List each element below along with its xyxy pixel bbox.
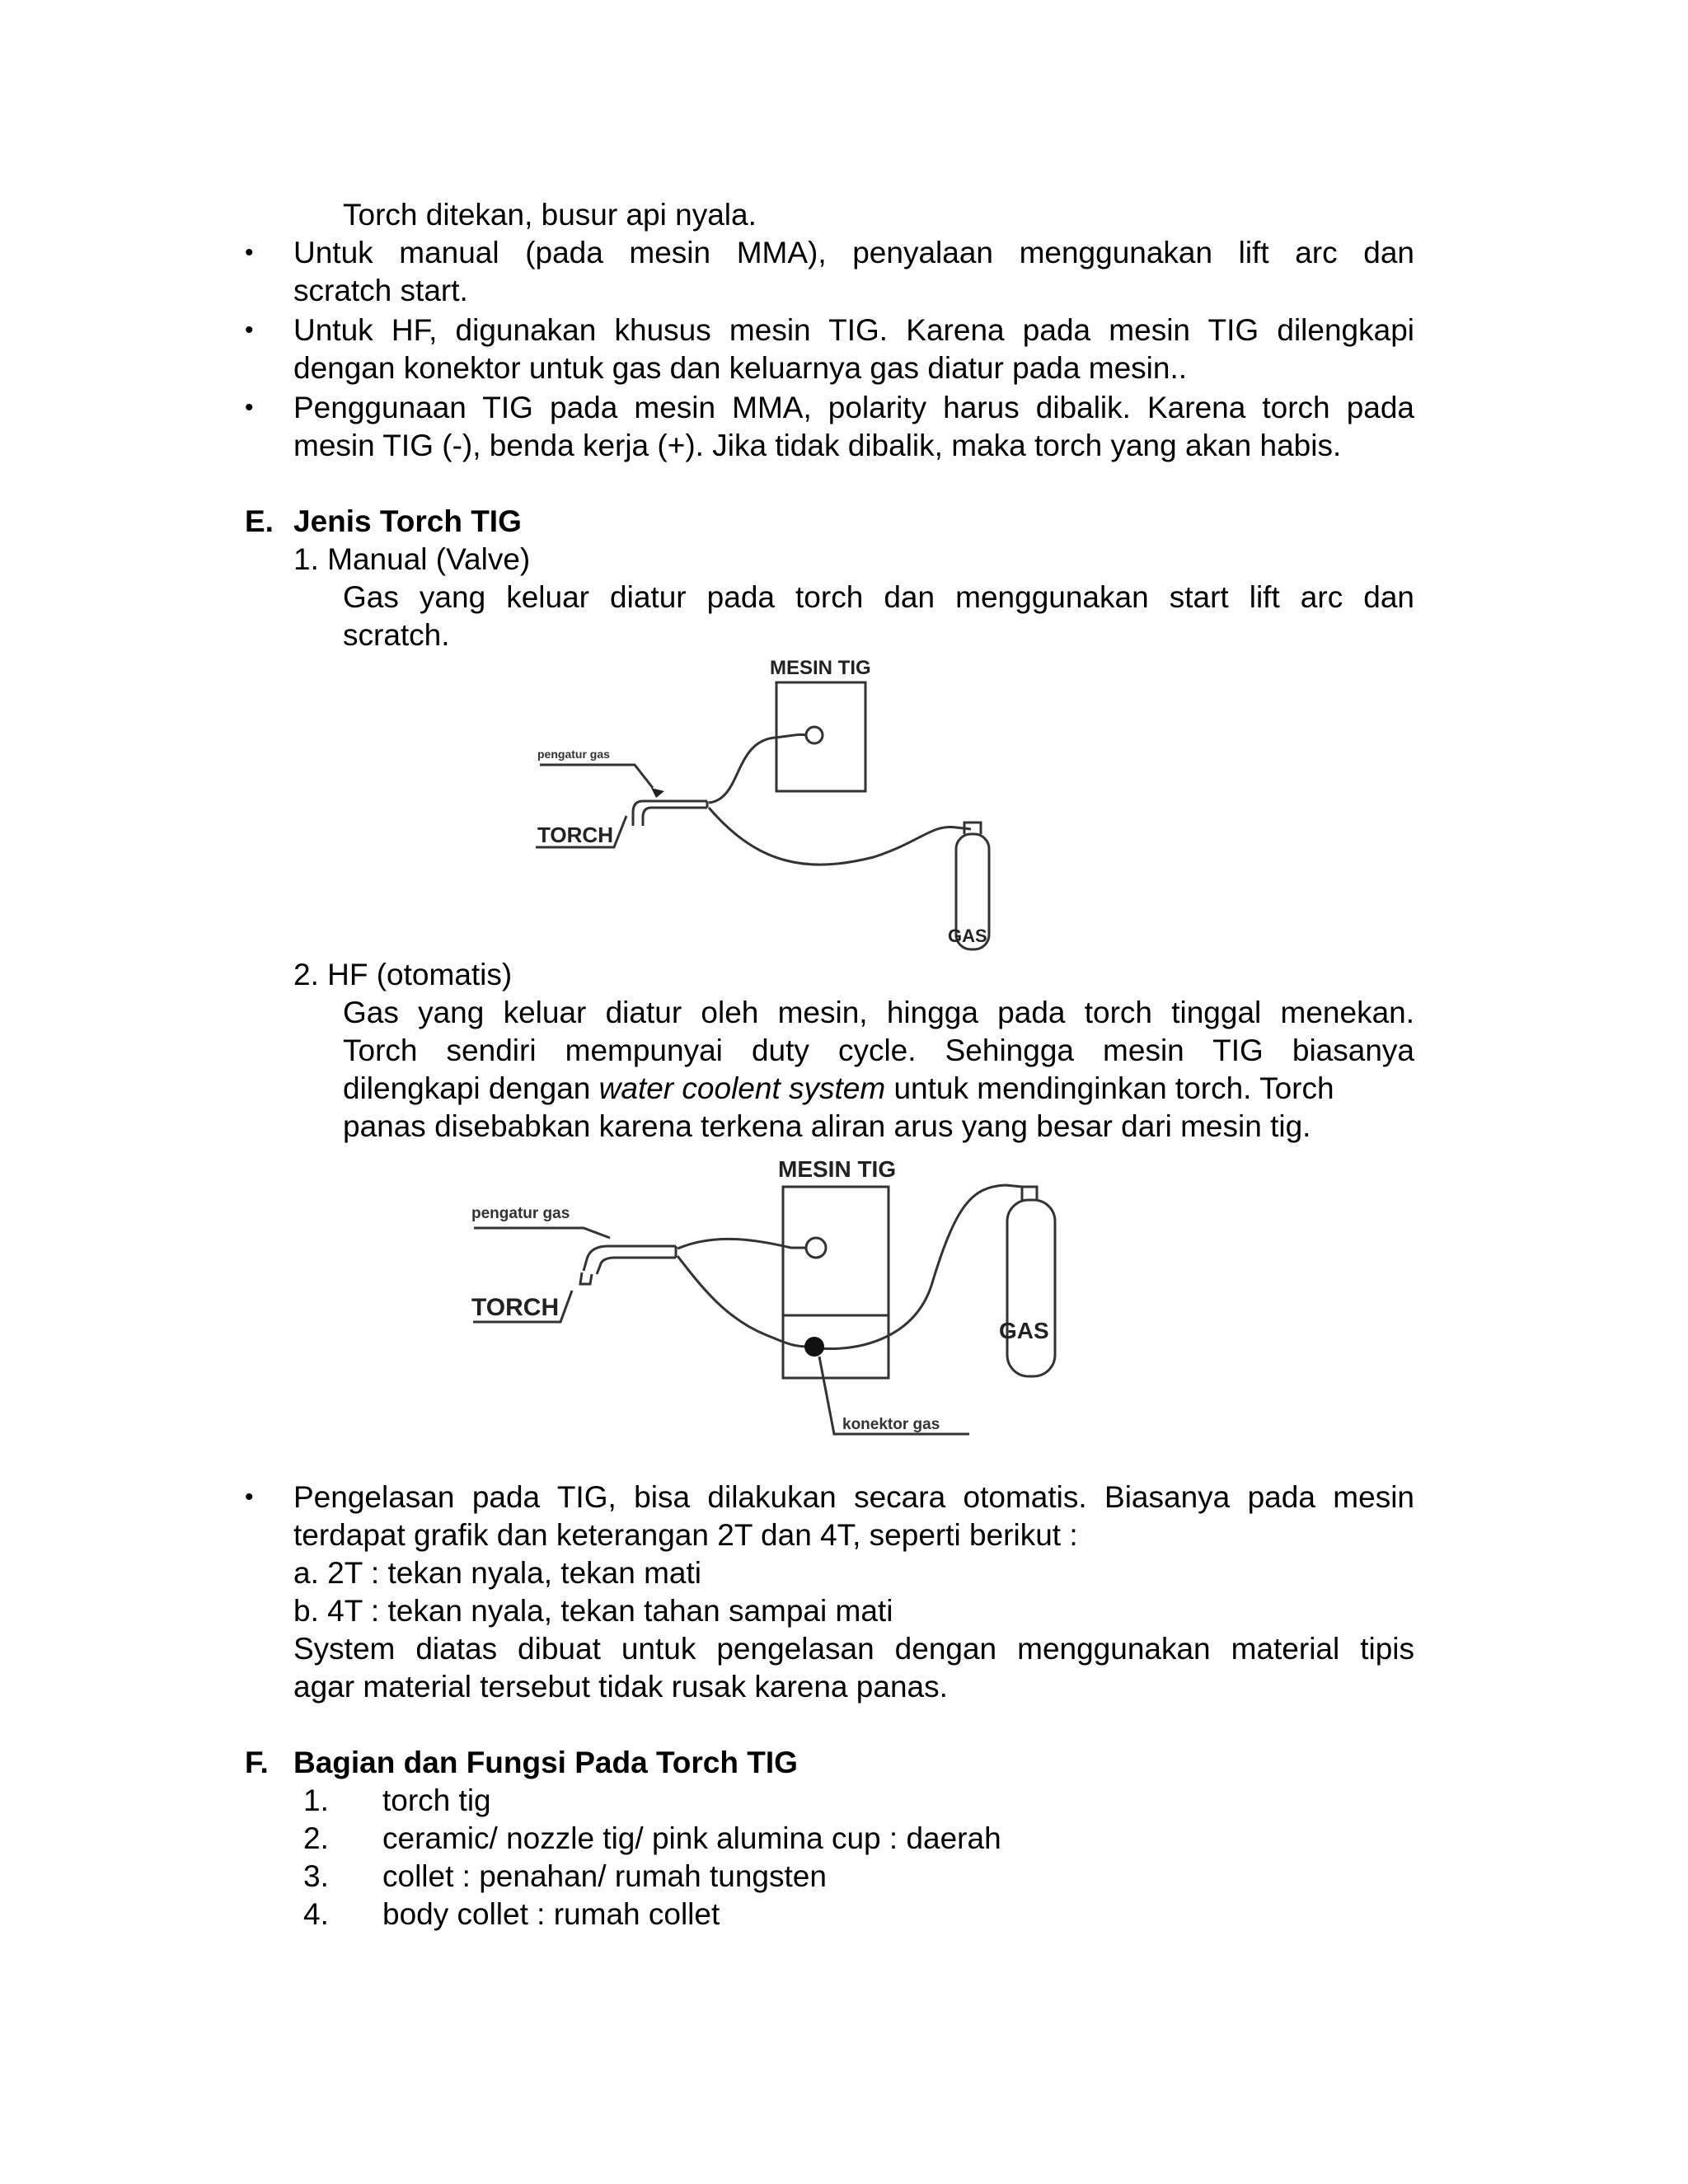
machine-box [776, 682, 865, 791]
list-item-text: ceramic/ nozzle tig/ pink alumina cup : daerah [382, 1821, 1001, 1855]
regulator-leader [540, 765, 653, 788]
machine-socket [806, 727, 823, 743]
gas-connector-point [804, 1337, 824, 1357]
torch-leader [473, 1291, 572, 1322]
list-item-number: 1. [303, 1783, 329, 1817]
diagram1-machine-label: MESIN TIG [770, 657, 871, 679]
intro-line: Torch ditekan, busur api nyala. [343, 198, 757, 232]
diagram2-regulator-label: pengatur gas [471, 1205, 570, 1222]
bottom-bullet-line-5: System diatas dibuat untuk pengelasan dengan menggunakan material tipis [293, 1632, 1414, 1666]
item-2-line-3 [343, 1070, 1414, 1108]
bullet-2-line-2: dengan konektor untuk gas dan keluarnya gas diatur pada mesin.. [293, 351, 1188, 385]
item-1-title: 1. Manual (Valve) [293, 542, 531, 576]
diagram1-regulator-label: pengatur gas [537, 748, 610, 761]
machine-box [783, 1187, 889, 1378]
bottom-bullet-line-3: a. 2T : tekan nyala, tekan mati [293, 1556, 701, 1590]
bottom-bullet-line-6: agar material tersebut tidak rusak karena panas. [293, 1670, 948, 1704]
item-2-line-4: panas disebabkan karena terkena aliran arus yang besar dari mesin tig. [343, 1109, 1311, 1143]
hose-machine [678, 1239, 806, 1249]
bullet-2-line-1: Untuk HF, digunakan khusus mesin TIG. Karena pada mesin TIG dilengkapi [293, 313, 1414, 347]
torch-leader [536, 816, 626, 847]
bottom-bullet-line-4: b. 4T : tekan nyala, tekan tahan sampai mati [293, 1594, 893, 1628]
torch-body [633, 801, 707, 826]
diagram2-connector-label: konektor gas [842, 1416, 940, 1433]
item-2-line-3-part-b: untuk mendinginkan torch. Torch [885, 1071, 1334, 1105]
bullet-marker: • [245, 316, 254, 344]
diagram2-torch-label: TORCH [471, 1294, 560, 1321]
bullet-marker: • [245, 1483, 254, 1511]
item-2-line-1: Gas yang keluar diatur oleh mesin, hingga pada torch tinggal menekan. [343, 996, 1414, 1029]
gas-valve [1022, 1187, 1037, 1200]
gas-cylinder [1007, 1200, 1055, 1376]
hose-gas [709, 808, 971, 865]
item-2-line-2: Torch sendiri mempunyai duty cycle. Sehingga mesin TIG biasanya [343, 1033, 1414, 1067]
bullet-1-line-1: Untuk manual (pada mesin MMA), penyalaan menggunakan lift arc dan [293, 236, 1414, 269]
bullet-marker: • [245, 394, 254, 421]
regulator-leader [474, 1228, 610, 1238]
item-2-line-3-part-a: dilengkapi dengan [343, 1071, 599, 1105]
bullet-3-line-2: mesin TIG (-), benda kerja (+). Jika tidak dibalik, maka torch yang akan habis. [293, 429, 1342, 462]
item-1-line-1: Gas yang keluar diatur pada torch dan menggunakan start lift arc dan [343, 580, 1414, 614]
hose-gas [818, 1185, 1022, 1348]
gas-cylinder [956, 834, 989, 949]
bottom-bullet-line-2: terdapat grafik dan keterangan 2T dan 4T, seperti berikut : [293, 1518, 1078, 1552]
regulator-valve [651, 788, 664, 798]
list-item-number: 4. [303, 1897, 329, 1931]
list-item-number: 3. [303, 1859, 329, 1893]
hose-connector [678, 1256, 809, 1347]
section-e-title: Jenis Torch TIG [293, 504, 522, 538]
section-f-title: Bagian dan Fungsi Pada Torch TIG [293, 1746, 798, 1779]
section-f-letter: F. [245, 1746, 269, 1779]
list-item-text: body collet : rumah collet [382, 1897, 720, 1931]
diagram2-machine-label: MESIN TIG [778, 1156, 897, 1182]
item-1-line-2: scratch. [343, 618, 450, 652]
bullet-marker: • [245, 239, 254, 266]
torch-tip [580, 1272, 592, 1284]
list-item-number: 2. [303, 1821, 329, 1855]
section-e-letter: E. [245, 504, 274, 538]
diagram1-gas-label: GAS [948, 926, 987, 946]
list-item-text: torch tig [382, 1783, 491, 1817]
hose-machine [709, 734, 806, 803]
item-2-title: 2. HF (otomatis) [293, 958, 513, 991]
bottom-bullet-line-1: Pengelasan pada TIG, bisa dilakukan secara otomatis. Biasanya pada mesin [293, 1480, 1414, 1514]
bullet-1-line-2: scratch start. [293, 274, 468, 307]
torch-body [584, 1246, 676, 1274]
diagram1-torch-label: TORCH [537, 823, 613, 847]
list-item-text: collet : penahan/ rumah tungsten [382, 1859, 827, 1893]
diagram2-gas-label: GAS [999, 1318, 1049, 1343]
item-2-line-3-emphasis: water coolent system [598, 1071, 886, 1105]
machine-socket [806, 1238, 826, 1258]
gas-valve [964, 823, 981, 834]
connector-leader [819, 1357, 969, 1434]
bullet-3-line-1: Penggunaan TIG pada mesin MMA, polarity harus dibalik. Karena torch pada [293, 391, 1414, 424]
